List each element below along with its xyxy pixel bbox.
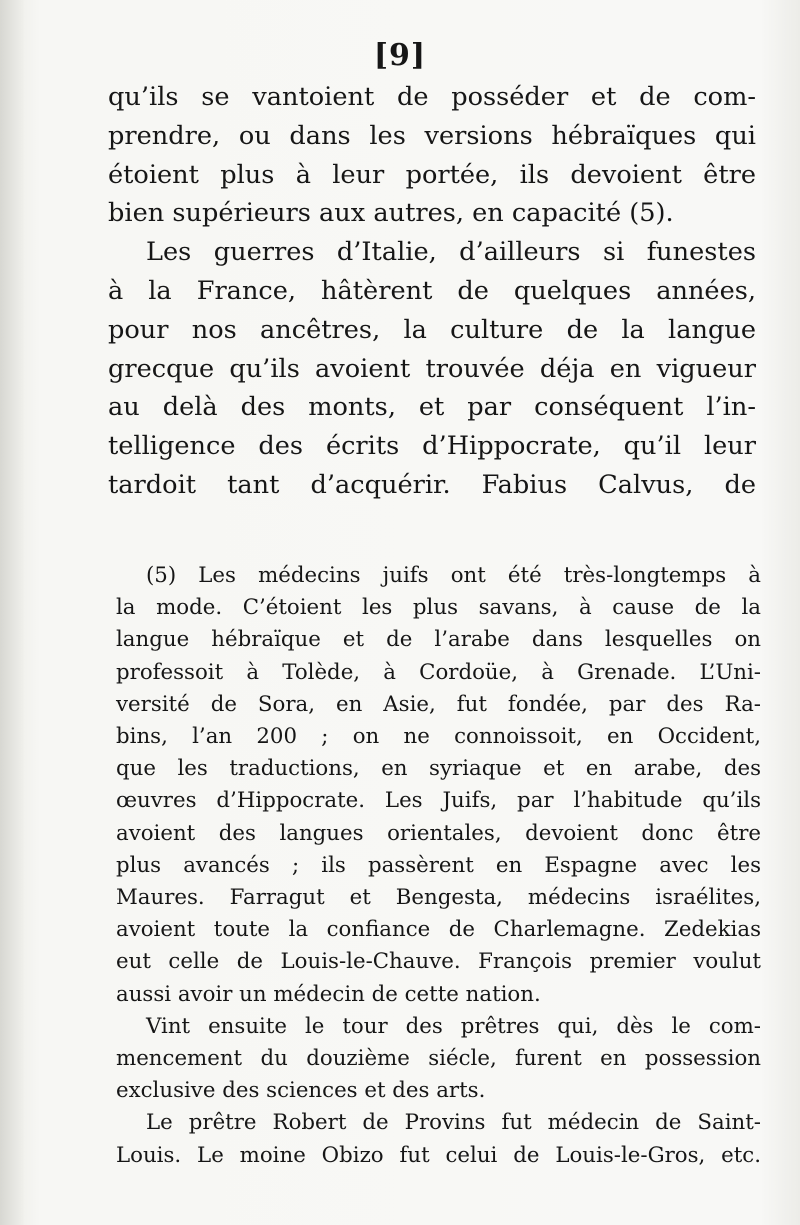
footnote-line: Louis. Le moine Obizo fut celui de Louis-le-Gros, etc. [116, 1142, 761, 1168]
footnote-line: professoit à Tolède, à Cordoüe, à Grenade. L’Uni- [116, 659, 761, 685]
footnote-line: œuvres d’Hippocrate. Les Juifs, par l’habitude qu’ils [116, 788, 761, 814]
footnote-line: exclusive des sciences et des arts. [116, 1078, 486, 1104]
footnote-line: avoient des langues orientales, devoient donc être [116, 820, 761, 846]
main-line: bien supérieurs aux autres, en capacité (5). [108, 198, 674, 229]
footnote-line: (5) Les médecins juifs ont été très-longtemps à [146, 563, 761, 588]
footnote-line: bins, l’an 200 ; on ne connoissoit, en Occident, [116, 724, 761, 750]
main-line: étoient plus à leur portée, ils devoient être [108, 159, 756, 190]
main-line: au delà des monts, et par conséquent l’in- [108, 392, 756, 423]
main-line: tardoit tant d’acquérir. Fabius Calvus, de [108, 469, 756, 500]
show-through-text [110, 498, 760, 558]
footnote-line: Le prêtre Robert de Provins fut médecin de Saint- [146, 1110, 761, 1136]
main-line: prendre, ou dans les versions hébraïques qui [108, 120, 756, 151]
footnote [116, 560, 761, 1172]
main-line: qu’ils se vantoient de posséder et de com- [108, 82, 756, 112]
footnote-line: eut celle de Louis-le-Chauve. François premier voulut [116, 949, 761, 975]
main-line: Les guerres d’Italie, d’ailleurs si funestes [146, 237, 756, 268]
main-line: grecque qu’ils avoient trouvée déja en vigueur [108, 353, 756, 384]
footnote-line: la mode. C’étoient les plus savans, à cause de la [116, 595, 761, 621]
footnote-line: aussi avoir un médecin de cette nation. [116, 981, 541, 1007]
main-line: pour nos ancêtres, la culture de la langue [108, 314, 756, 345]
footnote-line: plus avancés ; ils passèrent en Espagne avec les [116, 852, 761, 878]
footnote-line: mencement du douzième siécle, furent en possession [116, 1046, 761, 1072]
footnote-line: versité de Sora, en Asie, fut fondée, par des Ra- [116, 691, 761, 717]
footnote-line: Vint ensuite le tour des prêtres qui, dès le com- [146, 1013, 761, 1039]
footnote-line: avoient toute la confiance de Charlemagne. Zedekias [116, 917, 761, 943]
main-paragraphs [108, 78, 756, 505]
footnote-line: Maures. Farragut et Bengesta, médecins israélites, [116, 885, 761, 911]
page-number: [9] [373, 38, 427, 73]
footnote-line: que les traductions, en syriaque et en arabe, des [116, 756, 761, 782]
page-gutter-shadow [0, 0, 24, 1225]
footnote-line: langue hébraïque et de l’arabe dans lesquelles on [116, 627, 761, 653]
main-line: à la France, hâtèrent de quelques années, [108, 275, 756, 306]
main-line: telligence des écrits d’Hippocrate, qu’il leur [108, 431, 756, 462]
